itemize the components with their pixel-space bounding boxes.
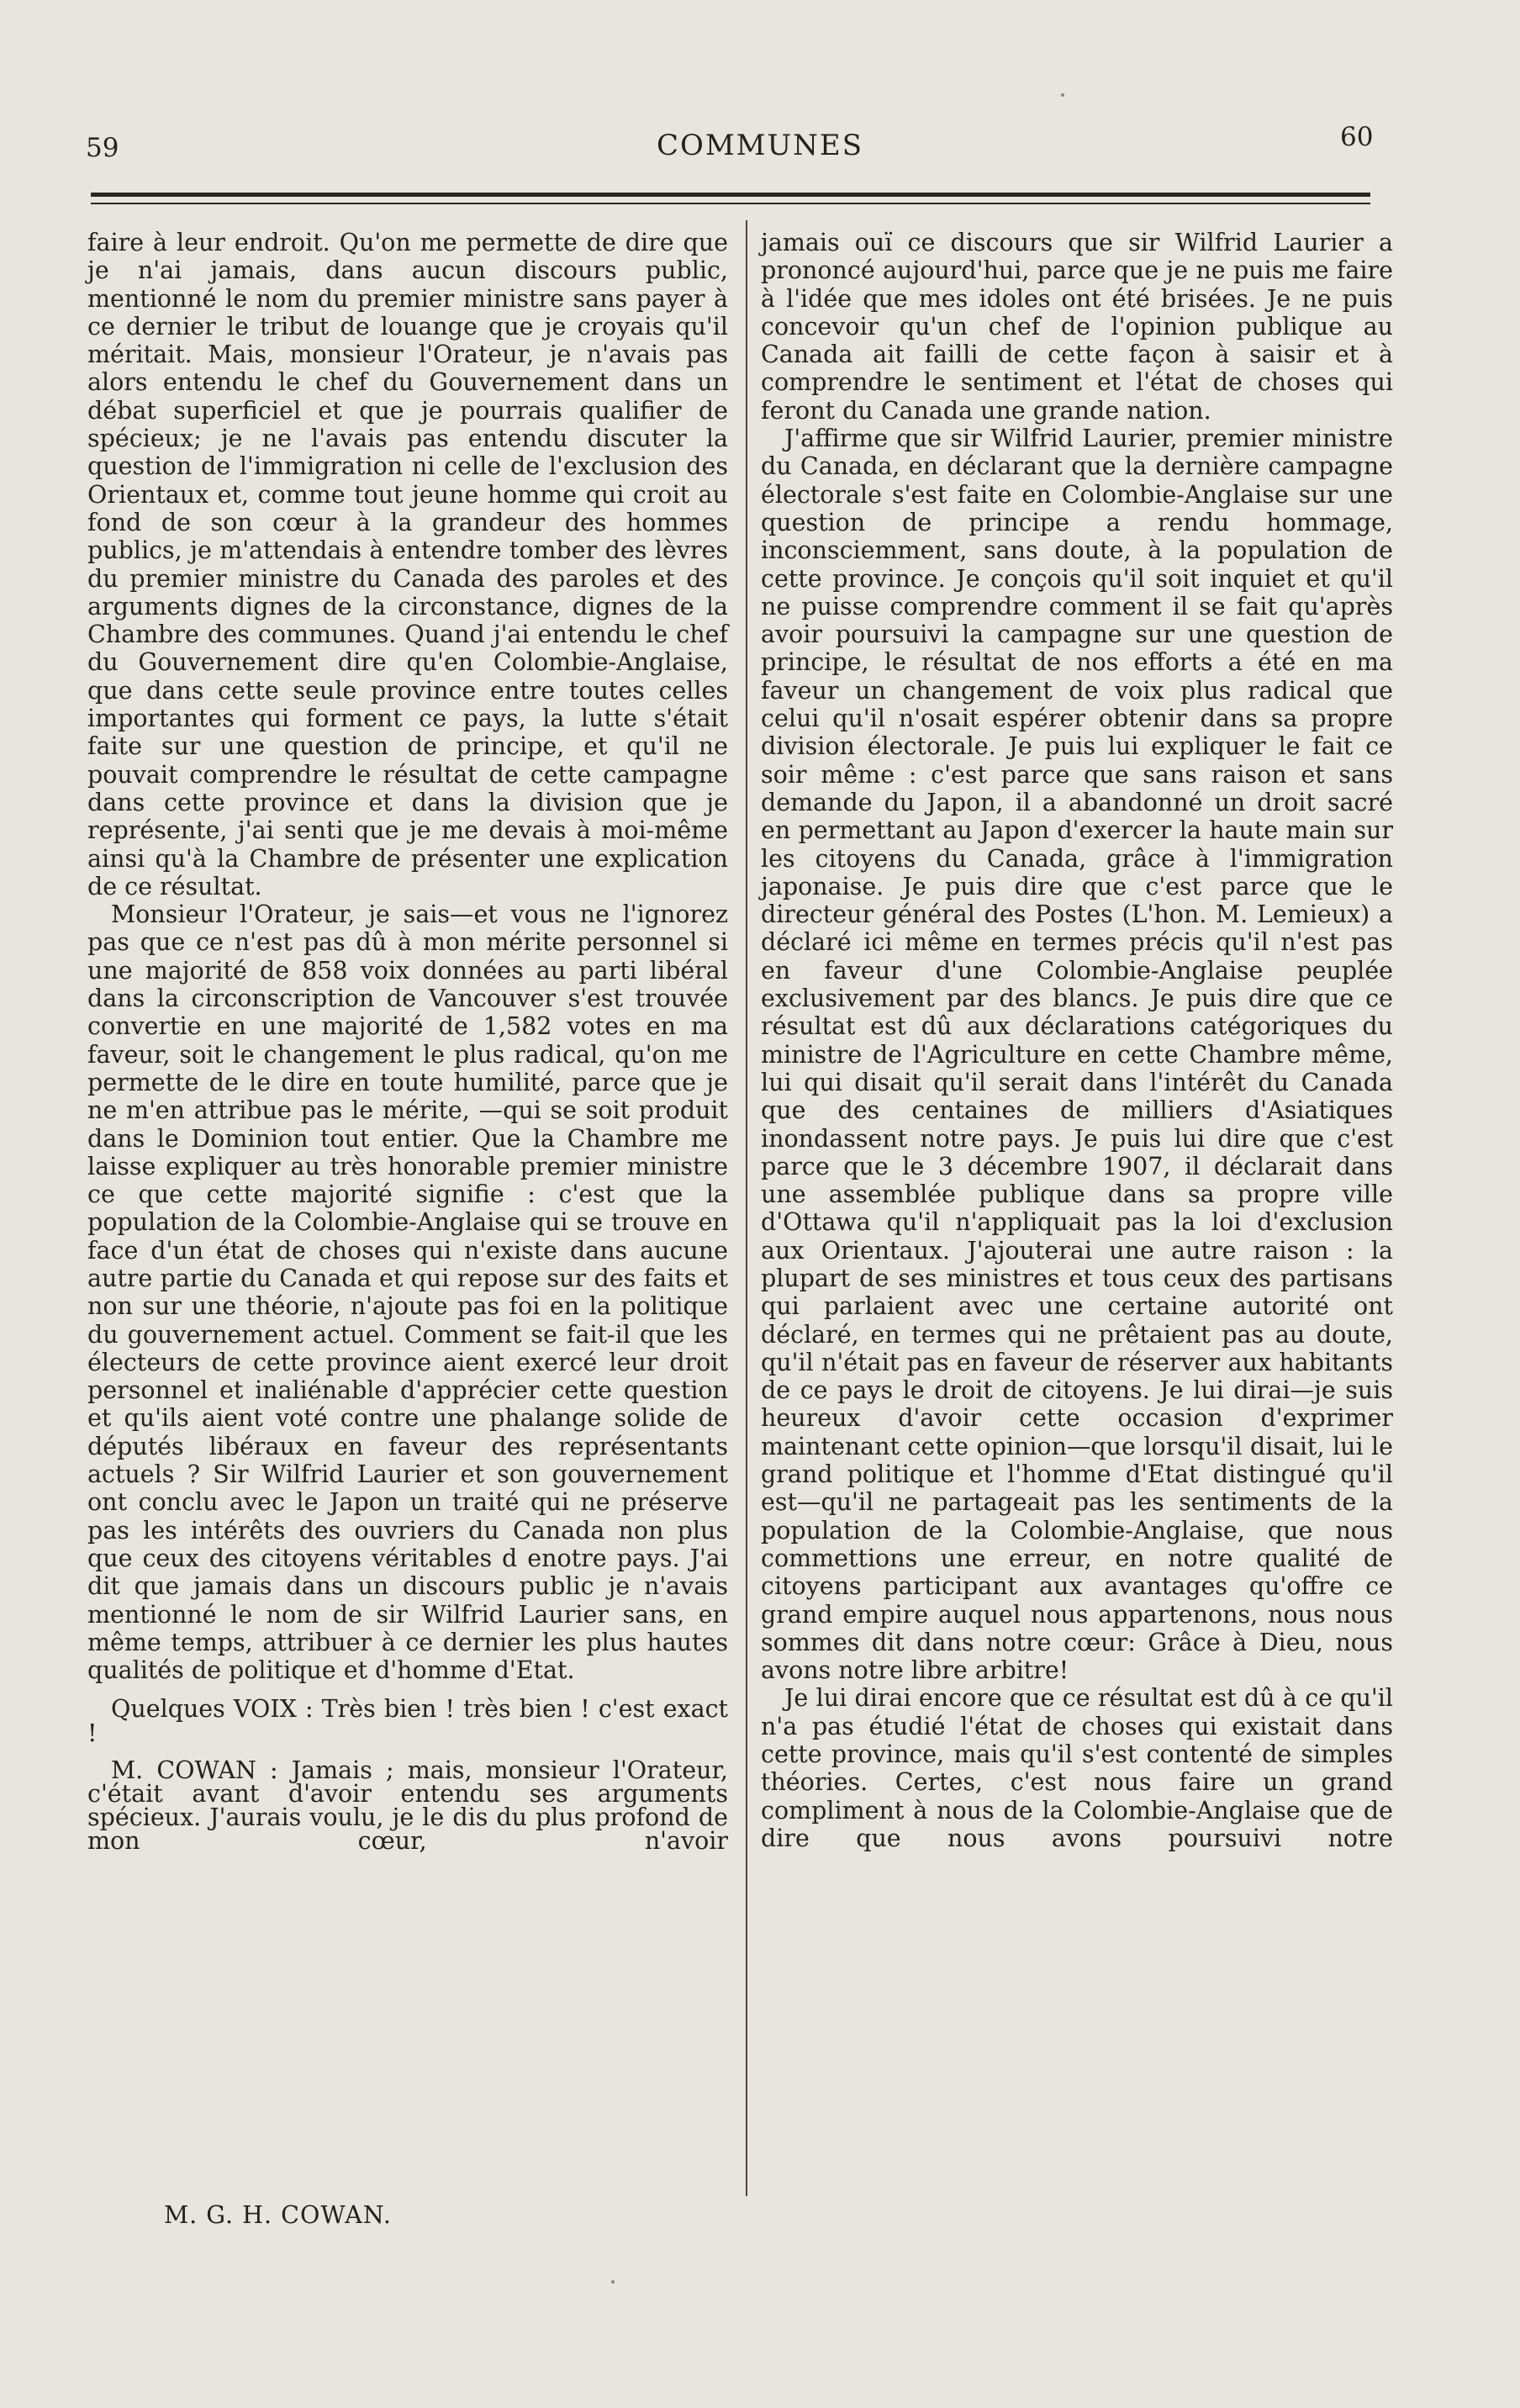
running-head-title: COMMUNES [656,129,864,162]
speaker-paragraph: M. COWAN : Jamais ; mais, monsieur l'Orateur, c'était avant d'avoir entendu ses arguments spécieux. J'aurais voulu, je le dis du plus profond de mon cœur, n'avoir [87,1756,728,1856]
right-column [761,229,1393,1852]
paragraph: J'affirme que sir Wilfrid Laurier, premier ministre du Canada, en déclarant que la dernière campagne électorale s'est faite en Colombie-Anglaise sur une question de principe a rendu hommage, inconsciemment, sans doute, à la population de cette province. Je conçois qu'il soit inquiet et qu'il ne puisse comprendre comment il se fait qu'après avoir poursuivi la campagne sur une question de principe, le résultat de nos efforts a été en ma faveur un changement de voix plus radical que celui qu'il n'osait espérer obtenir dans sa propre division électorale. Je puis lui expliquer le fait ce soir même : c'est parce que sans raison et sans demande du Japon, il a abandonné un droit sacré en permettant au Japon d'exercer la haute main sur les citoyens du Canada, grâce à l'immigration japonaise. Je puis dire que c'est parce que le directeur général des Postes (L'hon. M. Lemieux) a déclaré ici même en termes précis qu'il n'est pas en faveur d'une Colombie-Anglaise peuplée exclusivement par des blancs. Je puis dire que ce résultat est dû aux déclarations catégoriques du ministre de l'Agriculture en cette Chambre même, lui qui disait qu'il serait dans l'intérêt du Canada que des centaines de milliers d'Asiatiques inondassent notre pays. Je puis lui dire que c'est parce que le 3 décembre 1907, il déclarait dans une assemblée publique dans sa propre ville d'Ottawa qu'il n'appliquait pas la loi d'exclusion aux Orientaux. J'ajouterai une autre raison : la plupart de ses ministres et tous ceux des partisans qui parlaient avec une certaine autorité ont déclaré, en termes qui ne prêtaient pas au doute, qu'il n'était pas en faveur de réserver aux habitants de ce pays le droit de citoyens. Je lui dirai—je suis heureux d'avoir cette occasion d'exprimer maintenant cette opinion—que lorsqu'il disait, lui le grand politique et l'homme d'Etat distingué qu'il est—qu'il ne partageait pas les sentiments de la population de la Colombie-Anglaise, que nous commettions une erreur, en notre qualité de citoyens participant aux avantages qu'offre ce grand empire auquel nous appartenons, nous nous sommes dit dans notre cœur: Grâce à Dieu, nous avons notre libre arbitre! [761,425,1393,1685]
paragraph: faire à leur endroit. Qu'on me permette de dire que je n'ai jamais, dans aucun discours public, mentionné le nom du premier ministre sans payer à ce dernier le tribut de louange que je croyais qu'il méritait. Mais, monsieur l'Orateur, je n'avais pas alors entendu le chef du Gouvernement dans un débat superficiel et que je pourrais qualifier de spécieux; je ne l'avais pas entendu discuter la question de l'immigration ni celle de l'exclusion des Orientaux et, comme tout jeune homme qui croit au fond de son cœur à la grandeur des hommes publics, je m'attendais à entendre tomber des lèvres du premier ministre du Canada des paroles et des arguments dignes de la circonstance, dignes de la Chambre des communes. Quand j'ai entendu le chef du Gouvernement dire qu'en Colombie-Anglaise, que dans cette seule province entre toutes celles importantes qui forment ce pays, la lutte s'était faite sur une question de principe, et qu'il ne pouvait comprendre le résultat de cette campagne dans cette province et dans la division que je représente, j'ai senti que je me devais à moi-même ainsi qu'à la Chambre de présenter une explication de ce résultat. [87,229,728,900]
page-number-right: 60 [1340,122,1374,152]
header-rule-thin [91,203,1370,204]
paper-speck [1061,93,1064,97]
paragraph: jamais ouï ce discours que sir Wilfrid Laurier a prononcé aujourd'hui, parce que je ne puis me faire à l'idée que mes idoles ont été brisées. Je ne puis concevoir qu'un chef de l'opinion publique au Canada ait failli de cette façon à saisir et à comprendre le sentiment et l'état de choses qui feront du Canada une grande nation. [761,229,1393,425]
column-divider [746,220,747,2196]
page-number-left: 59 [86,133,119,163]
left-column [87,229,728,1854]
paragraph: Monsieur l'Orateur, je sais—et vous ne l'ignorez pas que ce n'est pas dû à mon mérite personnel si une majorité de 858 voix données au parti libéral dans la circonscription de Vancouver s'est trouvée convertie en une majorité de 1,582 votes en ma faveur, soit le changement le plus radical, qu'on me permette de le dire en toute humilité, parce que je ne m'en attribue pas le mérite, —qui se soit produit dans le Dominion tout entier. Que la Chambre me laisse expliquer au très honorable premier ministre ce que cette majorité signifie : c'est que la population de la Colombie-Anglaise qui se trouve en face d'un état de choses qui n'existe dans aucune autre partie du Canada et qui repose sur des faits et non sur une théorie, n'ajoute pas foi en la politique du gouvernement actuel. Comment se fait-il que les électeurs de cette province aient exercé leur droit personnel et inaliénable d'apprécier cette question et qu'ils aient voté contre une phalange solide de députés libéraux en faveur des représentants actuels ? Sir Wilfrid Laurier et son gouvernement ont conclu avec le Japon un traité qui ne préserve pas les intérêts des ouvriers du Canada non plus que ceux des citoyens véritables d enotre pays. J'ai dit que jamais dans un discours public je n'avais mentionné le nom de sir Wilfrid Laurier sans, en même temps, attribuer à ce dernier les plus hautes qualités de politique et d'homme d'Etat. [87,900,728,1685]
header-rule-thick [91,193,1370,197]
interjection: Quelques VOIX : Très bien ! très bien ! c'est exact ! [87,1695,728,1747]
paper-speck [611,2280,615,2284]
paragraph: Je lui dirai encore que ce résultat est dû à ce qu'il n'a pas étudié l'état de choses qui existait dans cette province, mais qu'il s'est contenté de simples théories. Certes, c'est nous faire un grand compliment à nous de la Colombie-Anglaise que de dire que nous avons poursuivi notre [761,1684,1393,1852]
footer-signature: M. G. H. COWAN. [164,2201,392,2229]
